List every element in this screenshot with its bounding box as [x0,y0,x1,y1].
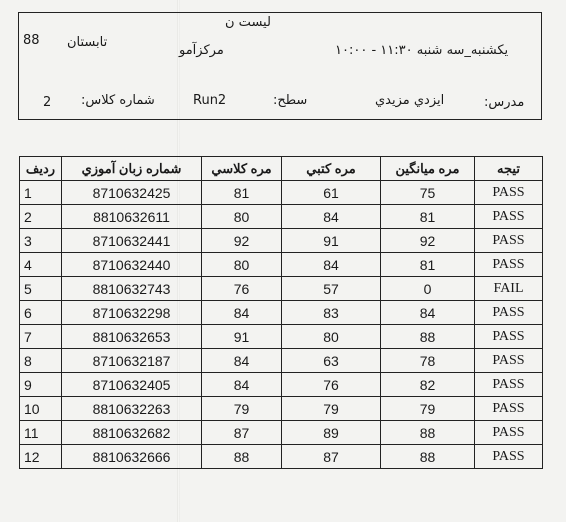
row-number-cell: 8 [20,349,62,373]
table-row [20,205,543,229]
average-score-cell: 88 [381,421,475,445]
written-score-cell: 80 [282,325,381,349]
table-row [20,277,543,301]
row-number-cell: 3 [20,229,62,253]
class-score-cell: 84 [202,373,282,397]
written-score-cell: 79 [282,397,381,421]
result-cell: PASS [475,205,543,229]
written-score-cell: 57 [282,277,381,301]
row-number-cell: 11 [20,421,62,445]
class-number-value: 2 [43,95,52,110]
average-score-cell: 82 [381,373,475,397]
class-score-cell: 81 [202,181,282,205]
row-number-cell: 5 [20,277,62,301]
teacher-name: ایزدي مزيدي [375,93,445,108]
average-score-cell: 75 [381,181,475,205]
term-number: 88 [23,33,40,48]
col-header-written-score: مره كتبي [282,157,381,181]
table-row [20,373,543,397]
written-score-cell: 83 [282,301,381,325]
class-score-cell: 92 [202,229,282,253]
level-value: Run2 [193,93,227,108]
average-score-cell: 88 [381,325,475,349]
result-cell: PASS [475,325,543,349]
row-number-cell: 7 [20,325,62,349]
grades-table-body [20,181,543,469]
average-score-cell: 92 [381,229,475,253]
table-row [20,229,543,253]
result-cell: PASS [475,229,543,253]
row-number-cell: 9 [20,373,62,397]
row-number-cell: 12 [20,445,62,469]
class-score-cell: 76 [202,277,282,301]
teacher-label: مدرس: [484,95,525,110]
col-header-result: تيجه [475,157,543,181]
average-score-cell: 88 [381,445,475,469]
result-cell: PASS [475,253,543,277]
table-header-row [20,157,543,181]
center-name: مرکزآمو [179,43,224,58]
grades-table [19,156,543,469]
row-number-cell: 10 [20,397,62,421]
average-score-cell: 78 [381,349,475,373]
table-row [20,181,543,205]
student-id-cell: 8710632405 [62,373,202,397]
written-score-cell: 91 [282,229,381,253]
table-row [20,445,543,469]
table-row [20,421,543,445]
table-row [20,397,543,421]
col-header-row-number: ردیف [20,157,62,181]
table-row [20,253,543,277]
written-score-cell: 87 [282,445,381,469]
class-score-cell: 84 [202,301,282,325]
header-box [18,12,542,120]
class-score-cell: 80 [202,253,282,277]
row-number-cell: 6 [20,301,62,325]
average-score-cell: 81 [381,253,475,277]
student-id-cell: 8710632425 [62,181,202,205]
table-row [20,325,543,349]
average-score-cell: 79 [381,397,475,421]
student-id-cell: 8810632666 [62,445,202,469]
class-score-cell: 80 [202,205,282,229]
written-score-cell: 76 [282,373,381,397]
student-id-cell: 8810632682 [62,421,202,445]
row-number-cell: 2 [20,205,62,229]
student-id-cell: 8710632187 [62,349,202,373]
result-cell: PASS [475,445,543,469]
sheet-title: لیست ن [225,15,271,30]
average-score-cell: 0 [381,277,475,301]
student-id-cell: 8710632440 [62,253,202,277]
written-score-cell: 63 [282,349,381,373]
written-score-cell: 84 [282,205,381,229]
result-cell: PASS [475,181,543,205]
result-cell: PASS [475,421,543,445]
written-score-cell: 84 [282,253,381,277]
student-id-cell: 8810632611 [62,205,202,229]
row-number-cell: 4 [20,253,62,277]
student-id-cell: 8810632653 [62,325,202,349]
written-score-cell: 61 [282,181,381,205]
col-header-average-score: مره ميانگين [381,157,475,181]
class-score-cell: 91 [202,325,282,349]
table-row [20,349,543,373]
result-cell: PASS [475,301,543,325]
written-score-cell: 89 [282,421,381,445]
student-id-cell: 8810632743 [62,277,202,301]
col-header-class-score: مره كلاسي [202,157,282,181]
row-number-cell: 1 [20,181,62,205]
student-id-cell: 8810632263 [62,397,202,421]
class-score-cell: 84 [202,349,282,373]
average-score-cell: 84 [381,301,475,325]
col-header-student-id: شماره زبان آموزي [62,157,202,181]
result-cell: PASS [475,349,543,373]
level-label: سطح: [273,93,308,108]
class-score-cell: 87 [202,421,282,445]
average-score-cell: 81 [381,205,475,229]
result-cell: PASS [475,397,543,421]
student-id-cell: 8710632298 [62,301,202,325]
result-cell: PASS [475,373,543,397]
table-row [20,301,543,325]
class-score-cell: 79 [202,397,282,421]
term-name: تابستان [67,35,108,50]
class-score-cell: 88 [202,445,282,469]
result-cell: FAIL [475,277,543,301]
class-schedule: یکشنبه_سه شنبه ۱۱:۳۰ - ۱۰:۰۰ [335,43,509,58]
student-id-cell: 8710632441 [62,229,202,253]
class-number-label: شماره کلاس: [81,93,155,108]
